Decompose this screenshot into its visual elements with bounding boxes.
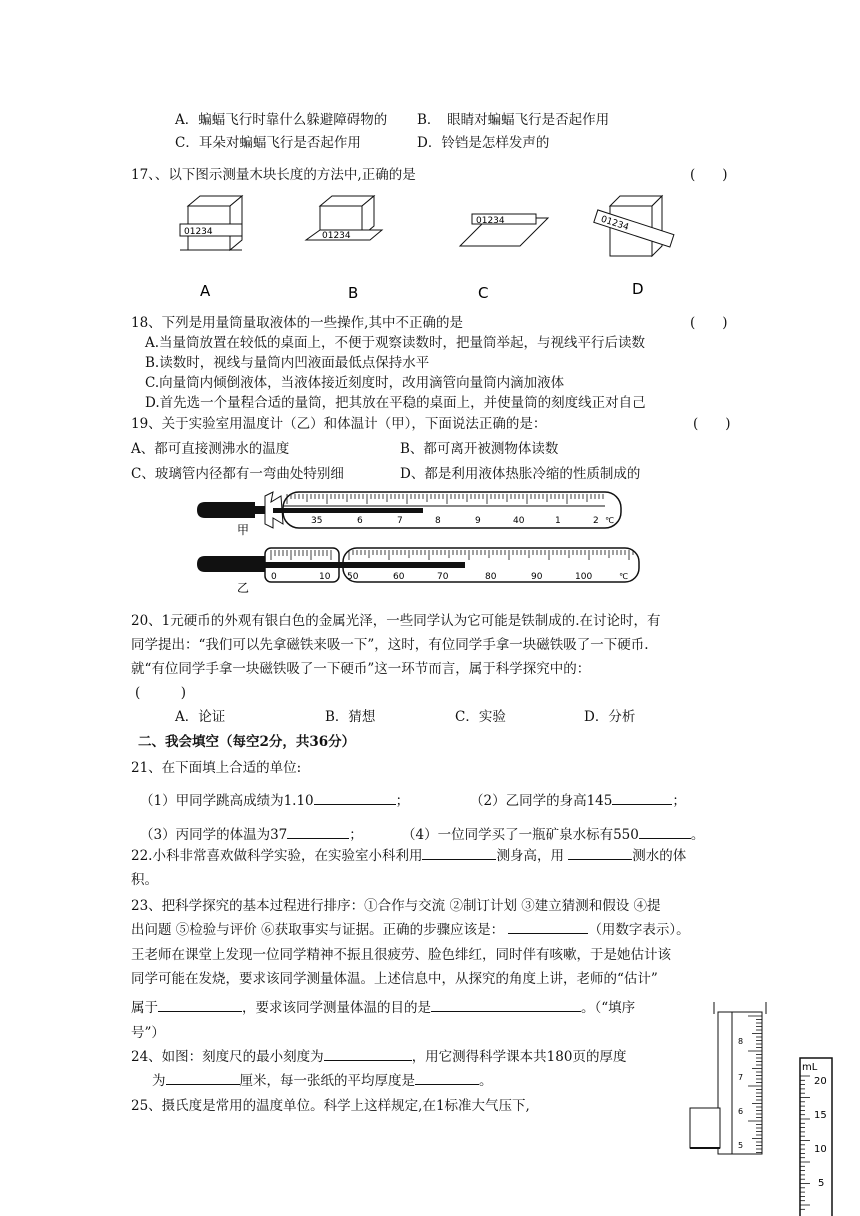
q24-blank-per-sheet[interactable] xyxy=(415,1070,479,1085)
q20-line2: 同学提出：“我们可以先拿磁铁来吸一下”，这时，有位同学手拿一块磁铁吸了一下硬币. xyxy=(131,637,649,653)
thermometer-yi-tick: 70 xyxy=(437,572,449,582)
q18-stem: 18、下列是用量筒量取液体的一些操作,其中不正确的是 xyxy=(131,315,463,331)
q17-label-a: A xyxy=(200,282,211,300)
svg-text:01234: 01234 xyxy=(476,216,505,226)
q23-blank-estimate[interactable] xyxy=(158,997,242,1012)
q21-part2: （2）乙同学的身高145 ； xyxy=(470,789,686,809)
q21-blank-1[interactable] xyxy=(314,790,396,805)
thermometer-jia-tick: 6 xyxy=(357,516,363,526)
ruler-tick-label: 5 xyxy=(738,1141,744,1150)
q20-option-c: C．实验 xyxy=(455,709,506,725)
graduated-cylinder-figure xyxy=(796,1054,836,1216)
thermometer-jia-tick: 2 xyxy=(593,516,599,526)
thermometer-jia-tick: 40 xyxy=(513,516,525,526)
q16-option-a: A．蝙蝠飞行时靠什么躲避障碍物的 xyxy=(175,112,388,128)
q18-option-d: D.首先选一个量程合适的量筒，把其放在平稳的桌面上，并使量筒的刻度线正对自己 xyxy=(145,395,646,411)
q24-blank-min-scale[interactable] xyxy=(324,1046,412,1061)
thermometer-yi xyxy=(197,548,639,595)
q17-answer-paren: ( ) xyxy=(690,167,728,183)
cylinder-tick-label: 5 xyxy=(818,1178,825,1189)
thermometer-jia-tick: 8 xyxy=(435,516,441,526)
q19-stem: 19、关于实验室用温度计（乙）和体温计（甲），下面说法正确的是： xyxy=(131,416,547,432)
q17-stem: 17、、以下图示测量木块长度的方法中,正确的是 xyxy=(131,167,416,183)
q20-option-d: D．分析 xyxy=(584,709,636,725)
q24-line1: 24、如图：刻度尺的最小刻度为 ，用它测得科学课本共180页的厚度 xyxy=(131,1045,626,1065)
q19-thermometer-figure xyxy=(195,486,645,598)
thermometer-yi-tick: 50 xyxy=(347,572,359,582)
q23-line2: 出问题 ⑤检验与评价 ⑥获取事实与证据。正确的步骤应该是： （用数字表示）。 xyxy=(131,918,690,938)
q22-blank-2[interactable] xyxy=(568,845,632,860)
thermometer-jia-unit: ℃ xyxy=(605,516,614,525)
q22-blank-1[interactable] xyxy=(422,845,496,860)
ruler-figure xyxy=(688,1000,778,1160)
q23-line1: 23、把科学探究的基本过程进行排序：①合作与交流 ②制订计划 ③建立猜测和假设 ④提 xyxy=(131,898,661,914)
ruler-tick-label: 6 xyxy=(738,1107,744,1116)
q21-blank-4[interactable] xyxy=(639,824,691,839)
q16-option-b: B． 眼睛对蝙蝠飞行是否起作用 xyxy=(417,112,610,128)
q19-option-b: B、都可离开被测物体读数 xyxy=(400,441,559,457)
q22-line1: 22.小科非常喜欢做科学实验，在实验室小科利用 测身高，用 测水的体 xyxy=(131,844,686,864)
q17-label-d: D xyxy=(632,280,644,298)
thermometer-jia-tick: 1 xyxy=(555,516,561,526)
svg-text:01234: 01234 xyxy=(599,214,630,234)
thermometer-jia-tick: 35 xyxy=(311,516,323,526)
thermometer-yi-label: 乙 xyxy=(237,581,250,595)
q17-figure-a xyxy=(180,196,242,250)
thermometer-yi-tick: 80 xyxy=(485,572,497,582)
q21-blank-3[interactable] xyxy=(287,824,349,839)
q16-option-c: C．耳朵对蝙蝠飞行是否起作用 xyxy=(175,135,361,151)
thermometer-jia-label: 甲 xyxy=(237,523,250,537)
q22-line2: 积。 xyxy=(131,872,158,888)
q23-line3: 王老师在课堂上发现一位同学精神不振且很疲劳、脸色绯红，同时伴有咳嗽，于是她估计该 xyxy=(131,947,671,963)
q23-blank-order[interactable] xyxy=(508,919,588,934)
q20-option-a: A．论证 xyxy=(175,709,226,725)
q20-line3: 就“有位同学手拿一块磁铁吸了一下硬币”这一环节而言，属于科学探究中的： xyxy=(131,661,591,677)
q24-line2: 为 厘米，每一张纸的平均厚度是 。 xyxy=(152,1069,493,1089)
q17-figure-c xyxy=(460,214,548,246)
q21-part1: （1）甲同学跳高成绩为1.10 ； xyxy=(140,789,409,809)
q20-answer-paren: ( ) xyxy=(135,685,187,701)
thermometer-jia-tick: 9 xyxy=(475,516,481,526)
q17-figure-d xyxy=(594,196,674,256)
q21-blank-2[interactable] xyxy=(612,790,672,805)
svg-text:01234: 01234 xyxy=(322,231,351,241)
q23-line5: 属于 ，要求该同学测量体温的目的是 。（“填序 xyxy=(131,996,635,1016)
thermometer-yi-tick: 60 xyxy=(393,572,405,582)
svg-text:01234: 01234 xyxy=(184,227,213,237)
q21-part4: （4）一位同学买了一瓶矿泉水标有550 。 xyxy=(402,823,704,843)
q19-option-d: D、都是利用液体热胀冷缩的性质制成的 xyxy=(400,466,641,482)
q18-answer-paren: ( ) xyxy=(690,315,728,331)
thermometer-yi-tick: 10 xyxy=(319,572,331,582)
thermometer-jia-tick: 7 xyxy=(397,516,403,526)
q23-blank-purpose[interactable] xyxy=(431,997,581,1012)
cylinder-tick-label: 20 xyxy=(814,1076,827,1087)
q21-part3: （3）丙同学的体温为37 ； xyxy=(140,823,363,843)
section2-title: 二、我会填空（每空2分，共36分） xyxy=(138,734,356,750)
cylinder-unit: mL xyxy=(802,1062,818,1073)
q18-option-b: B.读数时，视线与量筒内凹液面最低点保持水平 xyxy=(145,355,430,371)
thermometer-yi-tick: 100 xyxy=(575,572,593,582)
q20-option-b: B．猜想 xyxy=(325,709,376,725)
q17-label-c: C xyxy=(478,284,489,302)
thermometer-yi-tick: 90 xyxy=(531,572,543,582)
ruler-tick-label: 7 xyxy=(738,1073,744,1082)
q19-option-a: A、都可直接测沸水的温度 xyxy=(131,441,290,457)
ruler-tick-label: 8 xyxy=(738,1037,744,1046)
q21-stem: 21、在下面填上合适的单位: xyxy=(131,760,302,776)
q19-option-c: C、玻璃管内径都有一弯曲处特别细 xyxy=(131,466,344,482)
q17-figure xyxy=(170,188,710,303)
q23-line6: 号”） xyxy=(131,1025,165,1041)
q24-blank-thickness[interactable] xyxy=(166,1070,240,1085)
cylinder-tick-label: 10 xyxy=(814,1144,827,1155)
thermometer-jia xyxy=(197,492,621,537)
thermometer-yi-unit: ℃ xyxy=(619,572,628,581)
thermometer-yi-tick: 0 xyxy=(271,572,277,582)
q23-line4: 同学可能在发烧，要求该同学测量体温。上述信息中，从探究的角度上讲，老师的“估计” xyxy=(131,971,658,987)
q16-option-d: D．铃铛是怎样发声的 xyxy=(417,135,550,151)
q17-label-b: B xyxy=(348,284,359,302)
q18-option-a: A.当量筒放置在较低的桌面上，不便于观察读数时，把量筒举起，与视线平行后读数 xyxy=(145,335,646,351)
q17-figure-b xyxy=(306,196,382,241)
q25-line1: 25、摄氏度是常用的温度单位。科学上这样规定,在1标准大气压下, xyxy=(131,1098,530,1114)
q20-line1: 20、1元硬币的外观有银白色的金属光泽，一些同学认为它可能是铁制成的.在讨论时，有 xyxy=(131,613,661,629)
cylinder-tick-label: 15 xyxy=(814,1110,827,1121)
q19-answer-paren: ( ) xyxy=(693,416,731,432)
q18-option-c: C.向量筒内倾倒液体，当液体接近刻度时，改用滴管向量筒内滴加液体 xyxy=(145,375,565,391)
